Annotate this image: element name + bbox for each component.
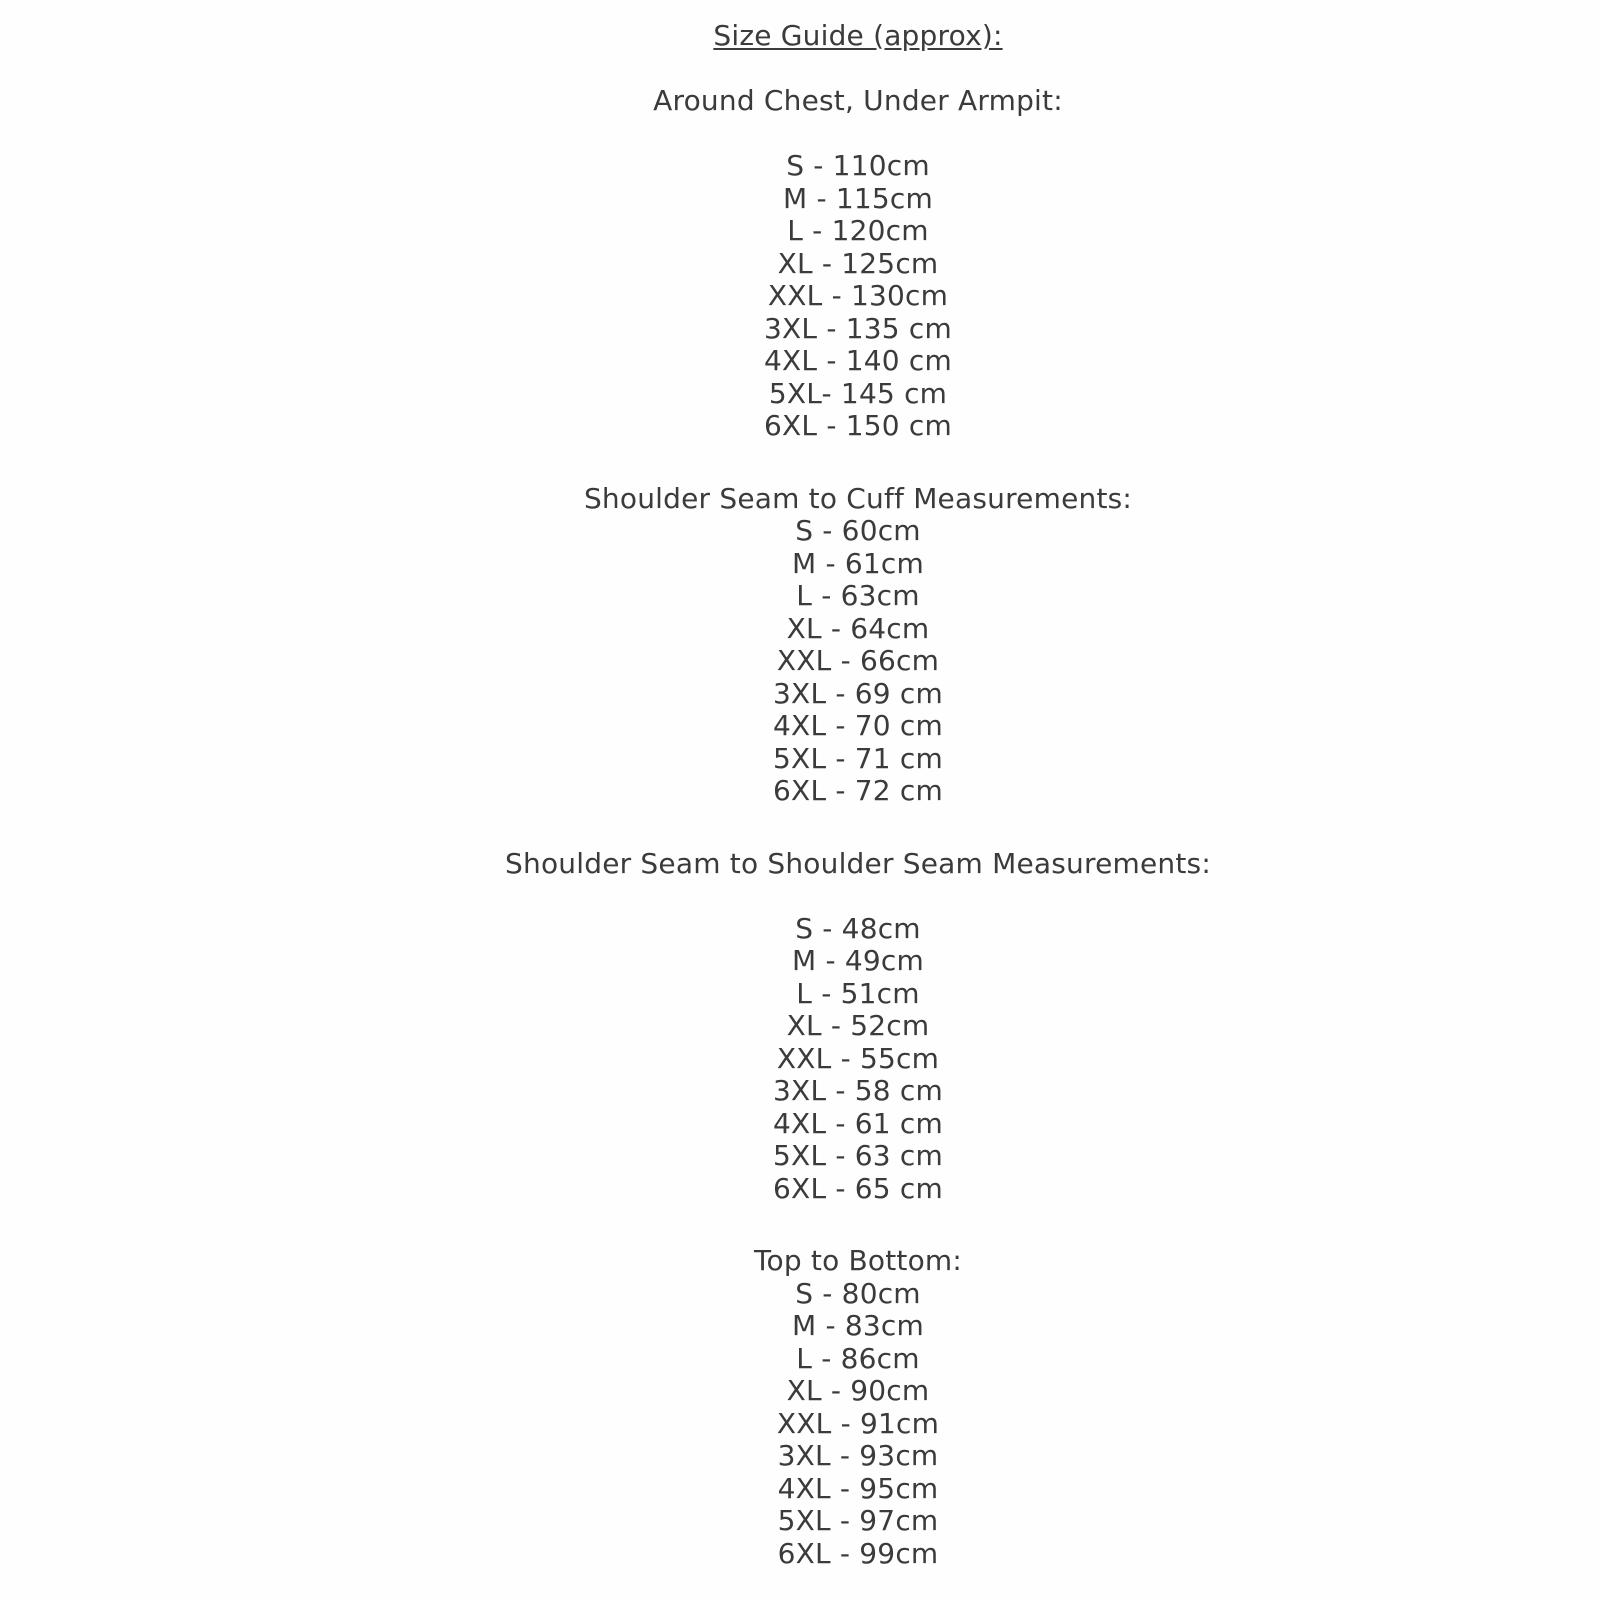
- size-row: L - 86cm: [796, 1341, 920, 1375]
- size-row: 5XL- 145 cm: [768, 376, 948, 410]
- size-row: 3XL - 135 cm: [764, 311, 952, 345]
- size-row: S - 60cm: [795, 514, 921, 547]
- size-row: M - 61cm: [792, 546, 924, 580]
- size-row: XL - 90cm: [786, 1374, 930, 1407]
- size-row: S - 80cm: [795, 1276, 921, 1310]
- size-row: 5XL - 63 cm: [773, 1139, 943, 1172]
- size-row: 6XL - 65 cm: [773, 1171, 943, 1205]
- size-row: XL - 125cm: [777, 246, 939, 280]
- page-title: Size Guide (approx):: [713, 19, 1003, 52]
- size-row: 6XL - 99cm: [777, 1536, 939, 1570]
- size-row: S - 48cm: [795, 911, 921, 945]
- section-shoulder-to-shoulder: [116, 848, 1600, 1206]
- size-rows: [116, 150, 1600, 443]
- size-row: L - 63cm: [796, 579, 920, 612]
- size-row: 4XL - 70 cm: [773, 709, 943, 742]
- size-row: 4XL - 140 cm: [764, 344, 952, 377]
- size-row: 3XL - 93cm: [777, 1439, 939, 1472]
- size-rows: [116, 515, 1600, 808]
- section-around-chest: [116, 85, 1600, 443]
- size-row: 6XL - 150 cm: [764, 409, 952, 442]
- size-row: 5XL - 71 cm: [773, 741, 943, 775]
- size-guide-content: [116, 20, 1600, 1570]
- size-row: M - 115cm: [783, 181, 933, 215]
- section-heading: Top to Bottom:: [753, 1244, 963, 1277]
- section-shoulder-to-cuff: [116, 483, 1600, 808]
- size-row: 4XL - 61 cm: [773, 1106, 943, 1140]
- size-row: XL - 52cm: [786, 1009, 930, 1042]
- size-row: L - 51cm: [796, 976, 920, 1010]
- size-row: S - 110cm: [786, 149, 930, 182]
- size-row: 4XL - 95cm: [777, 1471, 939, 1505]
- size-row: 6XL - 72 cm: [773, 774, 943, 807]
- section-heading: Shoulder Seam to Shoulder Seam Measurements:: [505, 846, 1211, 880]
- size-row: M - 83cm: [792, 1309, 924, 1342]
- size-row: XXL - 66cm: [776, 644, 940, 677]
- size-row: 3XL - 58 cm: [773, 1074, 943, 1107]
- section-heading: Around Chest, Under Armpit:: [653, 84, 1063, 117]
- size-row: XL - 64cm: [786, 611, 930, 645]
- size-rows: [116, 913, 1600, 1206]
- size-row: XXL - 91cm: [776, 1406, 940, 1440]
- size-row: M - 49cm: [792, 944, 924, 977]
- section-heading: Shoulder Seam to Cuff Measurements:: [583, 481, 1133, 515]
- size-rows: [116, 1278, 1600, 1571]
- size-row: XXL - 55cm: [776, 1041, 940, 1075]
- size-row: 5XL - 97cm: [777, 1504, 939, 1537]
- size-row: 3XL - 69 cm: [773, 676, 943, 710]
- size-row: XXL - 130cm: [767, 279, 949, 312]
- size-row: L - 120cm: [787, 214, 929, 247]
- section-top-to-bottom: [116, 1245, 1600, 1570]
